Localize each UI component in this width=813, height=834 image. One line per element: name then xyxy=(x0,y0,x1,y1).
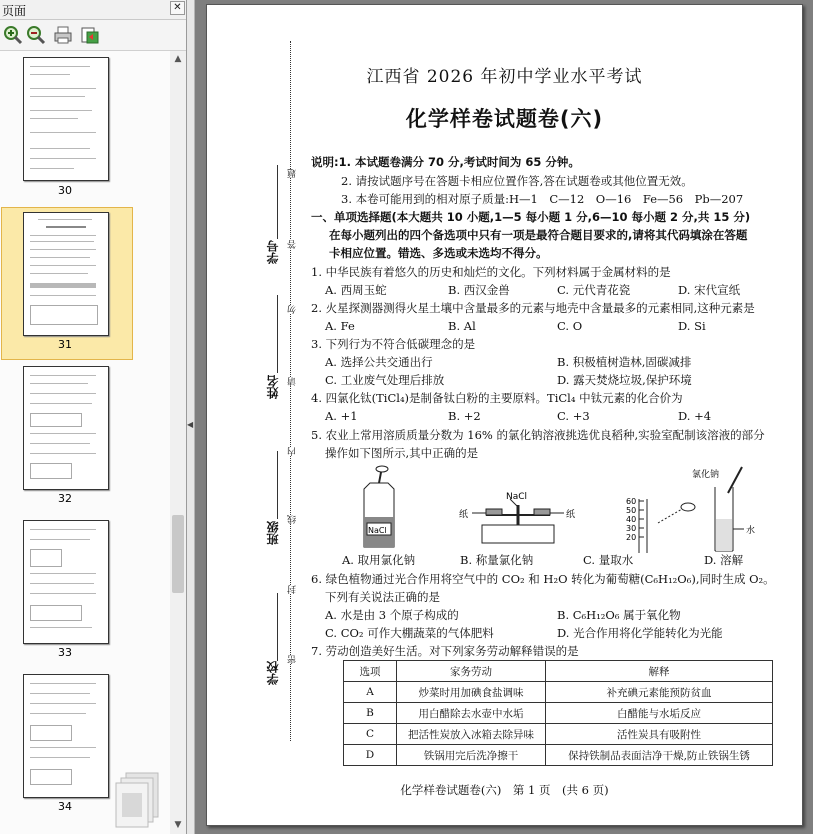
question-5: 5. 农业上常用溶质质量分数为 16% 的氯化钠溶液挑选优良稻种,实验室配制该溶液的部分 xyxy=(311,428,765,442)
table-cell: 把活性炭放入冰箱去除异味 xyxy=(397,724,546,745)
table-header-row xyxy=(344,661,773,682)
figure-graduated-cylinder xyxy=(639,499,695,553)
answer-line xyxy=(277,165,278,239)
q6-option-a: A. 水是由 3 个原子构成的 xyxy=(325,608,459,622)
fig-paper-left: 纸 xyxy=(459,510,469,520)
exam-subtitle: 化学样卷试题卷(六) xyxy=(405,107,604,131)
margin-char: 勿 xyxy=(288,305,298,314)
panel-header xyxy=(0,0,186,20)
q1-option-a: A. 西周玉蛇 xyxy=(325,283,387,297)
margin-char: 答 xyxy=(288,240,298,249)
margin-char: 请 xyxy=(288,377,298,386)
answer-line xyxy=(277,593,278,661)
q6-option-c: C. CO₂ 可作大棚蔬菜的气体肥料 xyxy=(325,626,494,640)
page-number-33: 33 xyxy=(58,646,72,659)
table-header: 选项 xyxy=(344,661,397,682)
pages-panel xyxy=(0,0,187,834)
question-4: 4. 四氯化钛(TiCl₄)是制备钛白粉的主要原料。TiCl₄ 中钛元素的化合价为 xyxy=(311,391,683,405)
fig-nacl-jar-label: NaCl xyxy=(368,526,387,535)
margin-char: 线 xyxy=(288,515,298,524)
page-number-30: 30 xyxy=(58,184,72,197)
q5-option-c: C. 量取水 xyxy=(583,553,634,567)
table-cell: 用白醋除去水壶中水垢 xyxy=(397,703,546,724)
margin-char: 封 xyxy=(288,585,298,594)
q6-option-b: B. C₆H₁₂O₆ 属于氧化物 xyxy=(557,608,681,622)
note-2: 2. 请按试题序号在答题卡相应位置作答,答在试题卷或其他位置无效。 xyxy=(341,174,693,188)
table-cell: D xyxy=(344,745,397,766)
q3-option-d: D. 露天焚烧垃圾,保护环境 xyxy=(557,373,692,387)
table-row xyxy=(344,745,773,766)
panel-splitter[interactable] xyxy=(187,0,195,834)
page-number-32: 32 xyxy=(58,492,72,505)
scroll-down-arrow[interactable]: ▼ xyxy=(174,820,182,830)
question-3: 3. 下列行为不符合低碳理念的是 xyxy=(311,337,476,351)
thumbnail-scrollbar[interactable] xyxy=(170,51,186,834)
panel-toolbar xyxy=(0,20,186,51)
fig-water-label: 水 xyxy=(746,526,756,536)
fig-salt-label: 氯化钠 xyxy=(692,470,720,480)
page-thumbnail-34[interactable] xyxy=(23,674,109,798)
section-instruction: 卡相应位置。错选、多选或未选均不得分。 xyxy=(329,246,548,260)
section-instruction: 在每小题列出的四个备选项中只有一项是最符合题目要求的,请将其代码填涂在答题 xyxy=(329,228,748,242)
table-row xyxy=(344,682,773,703)
q1-option-c: C. 元代青花瓷 xyxy=(557,283,631,297)
scroll-up-arrow[interactable]: ▲ xyxy=(174,54,182,64)
margin-label-school: 学校 xyxy=(266,661,280,685)
margin-char: 题 xyxy=(288,169,298,178)
margin-char: 内 xyxy=(288,447,298,456)
note-3: 3. 本卷可能用到的相对原子质量:H—1 C—12 O—16 Fe—56 Pb—207 xyxy=(341,192,744,206)
table-row xyxy=(344,724,773,745)
page-thumbnail-33[interactable] xyxy=(23,520,109,644)
q3-option-a: A. 选择公共交通出行 xyxy=(325,355,433,369)
document-page xyxy=(206,4,803,826)
page-number-34: 34 xyxy=(58,800,72,813)
q5-option-b: B. 称量氯化钠 xyxy=(460,553,534,567)
figure-dissolving-cylinder xyxy=(715,467,744,551)
q1-option-d: D. 宋代宣纸 xyxy=(678,283,741,297)
binding-line xyxy=(290,41,291,741)
fig-tick-40: 40 xyxy=(626,515,637,524)
question-6-cont: 下列有关说法正确的是 xyxy=(325,590,440,604)
print-icon[interactable] xyxy=(52,24,74,46)
exam-title: 江西省 2026 年初中学业水平考试 xyxy=(366,67,643,87)
margin-label-class: 班级 xyxy=(266,521,280,545)
page-number-31: 31 xyxy=(58,338,72,351)
section-heading: 一、单项选择题(本大题共 10 小题,1—5 每小题 1 分,6—10 每小题 2 分,共 15 分) xyxy=(311,210,751,224)
table-cell: C xyxy=(344,724,397,745)
table-cell: 活性炭具有吸附性 xyxy=(546,724,773,745)
page-thumbnail-30[interactable] xyxy=(23,57,109,181)
question-2: 2. 火星探测器测得火星土壤中含量最多的元素与地壳中含量最多的元素相同,这种元素是 xyxy=(311,301,755,315)
q5-option-d: D. 溶解 xyxy=(704,553,744,567)
chores-table xyxy=(343,660,773,766)
q4-option-a: A. +1 xyxy=(325,409,358,423)
table-cell: 铁锅用完后洗净擦干 xyxy=(397,745,546,766)
margin-char: 密 xyxy=(288,655,298,664)
table-cell: 补充碘元素能预防贫血 xyxy=(546,682,773,703)
q3-option-b: B. 积极植树造林,固碳减排 xyxy=(557,355,692,369)
answer-line xyxy=(277,295,278,373)
table-cell: B xyxy=(344,703,397,724)
margin-label-student-id: 学号 xyxy=(266,240,280,264)
figure-balance xyxy=(472,499,564,543)
q4-option-d: D. +4 xyxy=(678,409,712,423)
q4-option-c: C. +3 xyxy=(557,409,590,423)
table-cell: 白醋能与水垢反应 xyxy=(546,703,773,724)
q2-option-d: D. Si xyxy=(678,319,706,333)
fig-paper-right: 纸 xyxy=(566,510,576,520)
page-footer: 化学样卷试题卷(六) 第 1 页 (共 6 页) xyxy=(400,783,609,797)
fig-nacl-scale-label: NaCl xyxy=(506,492,528,502)
fig-tick-20: 20 xyxy=(626,533,637,542)
zoom-in-icon[interactable] xyxy=(2,24,24,46)
scrollbar-thumb[interactable] xyxy=(172,515,184,593)
table-header: 家务劳动 xyxy=(397,661,546,682)
q4-option-b: B. +2 xyxy=(448,409,481,423)
q3-option-c: C. 工业废气处理后排放 xyxy=(325,373,445,387)
thumbnail-list xyxy=(0,51,170,834)
q6-option-d: D. 光合作用将化学能转化为光能 xyxy=(557,626,723,640)
fig-tick-30: 30 xyxy=(626,524,637,533)
q2-option-a: A. Fe xyxy=(325,319,355,333)
table-row xyxy=(344,703,773,724)
question-7: 7. 劳动创造美好生活。对下列家务劳动解释错误的是 xyxy=(311,644,579,658)
table-cell: 炒菜时用加碘食盐调味 xyxy=(397,682,546,703)
fig-tick-50: 50 xyxy=(626,506,637,515)
pages-stack-icon xyxy=(112,771,166,831)
page-thumbnail-31[interactable] xyxy=(23,212,109,336)
q2-option-c: C. O xyxy=(557,319,583,333)
fig-tick-60: 60 xyxy=(626,497,637,506)
thumbnail-options-icon[interactable] xyxy=(79,24,101,46)
page-thumbnail-32[interactable] xyxy=(23,366,109,490)
table-cell: A xyxy=(344,682,397,703)
collapse-arrow-icon[interactable]: ◀ xyxy=(187,420,194,429)
note-1: 说明:1. 本试题卷满分 70 分,考试时间为 65 分钟。 xyxy=(311,155,580,169)
q5-figures xyxy=(342,463,802,553)
table-cell: 保持铁制品表面洁净干燥,防止铁锅生锈 xyxy=(546,745,773,766)
question-5-cont: 操作如下图所示,其中正确的是 xyxy=(325,446,479,460)
q2-option-b: B. Al xyxy=(448,319,476,333)
answer-line xyxy=(277,451,278,519)
table-header: 解释 xyxy=(546,661,773,682)
zoom-out-icon[interactable] xyxy=(25,24,47,46)
q5-option-a: A. 取用氯化钠 xyxy=(342,553,416,567)
close-panel-button[interactable]: ✕ xyxy=(170,1,185,15)
q1-option-b: B. 西汉金兽 xyxy=(448,283,510,297)
margin-label-name: 姓名 xyxy=(266,375,280,399)
question-1: 1. 中华民族有着悠久的历史和灿烂的文化。下列材料属于金属材料的是 xyxy=(311,265,671,279)
panel-title: 页面 xyxy=(2,4,27,18)
question-6: 6. 绿色植物通过光合作用将空气中的 CO₂ 和 H₂O 转化为葡萄糖(C₆H₁₂O₆),同时生成 O₂。 xyxy=(311,572,775,586)
